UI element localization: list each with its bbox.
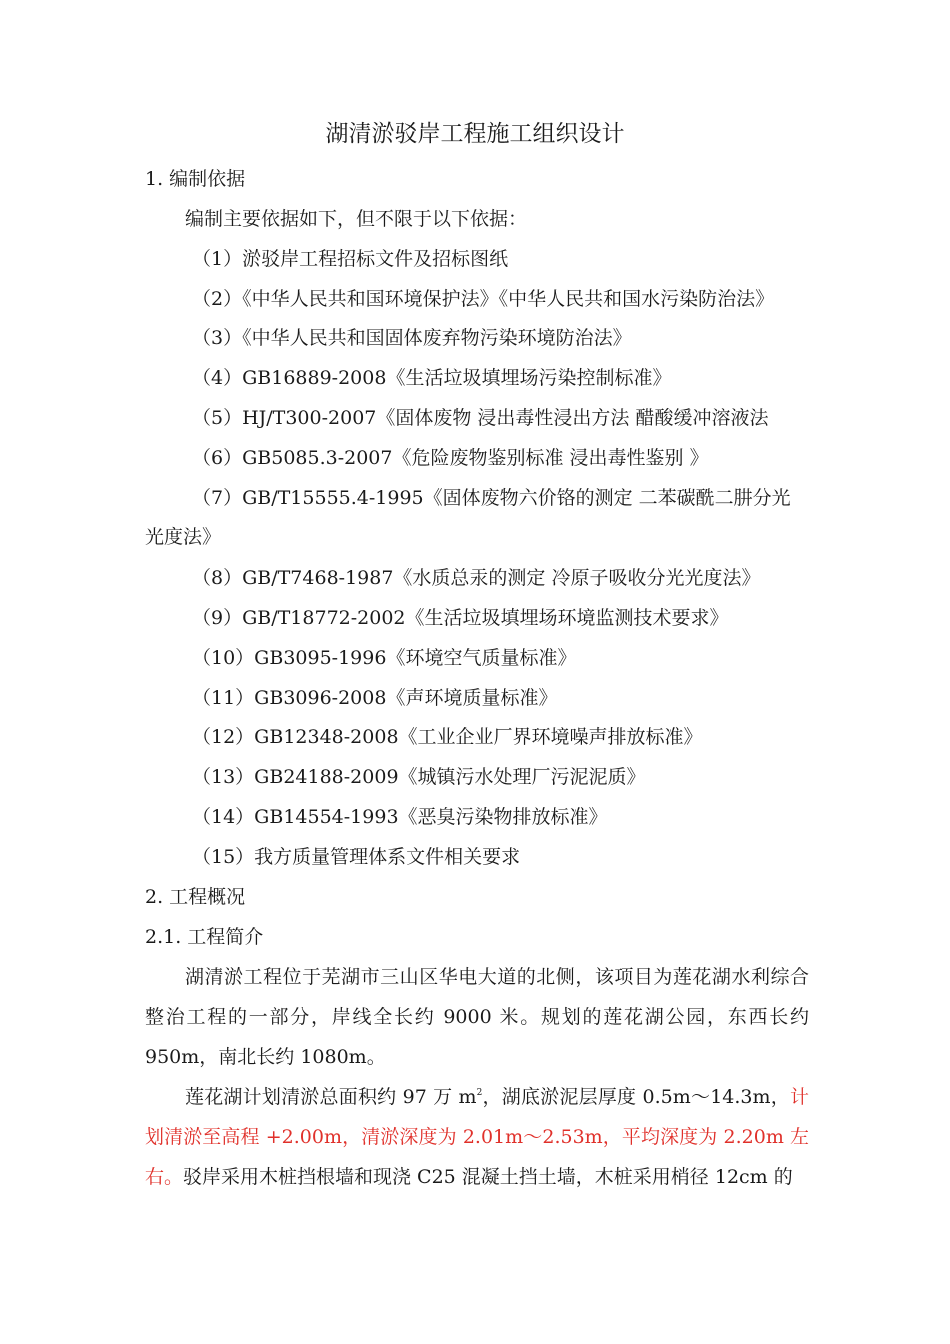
dredging-text-c: 驳岸采用木桩挡根墙和现浇 C25 混凝土挡土墙，木桩采用梢径 12cm 的: [183, 1166, 793, 1188]
dredging-text-a: 莲花湖计划清淤总面积约 97 万 m: [185, 1086, 477, 1108]
section-1-intro: 编制主要依据如下，但不限于以下依据：: [185, 208, 528, 230]
document-title: 湖清淤驳岸工程施工组织设计: [325, 121, 625, 147]
project-intro-paragraph: 湖清淤工程位于芜湖市三山区华电大道的北侧，该项目为莲花湖水利综合整治工程的一部分，岸线全长约 9000 米。规划的莲花湖公园，东西长约 950m，南北长约 1080m。: [145, 966, 809, 1068]
reference-item: （10）GB3095-1996《环境空气质量标准》: [192, 647, 577, 669]
section-1-heading: 1. 编制依据: [145, 168, 246, 190]
reference-item-continuation: 光度法》: [145, 526, 222, 548]
section-2-1-heading: 2.1. 工程简介: [145, 926, 264, 948]
reference-item: （9）GB/T18772-2002《生活垃圾填埋场环境监测技术要求》: [192, 607, 729, 629]
reference-item: （12）GB12348-2008《工业企业厂界环境噪声排放标准》: [192, 726, 703, 748]
reference-item: （11）GB3096-2008《声环境质量标准》: [192, 687, 558, 709]
dredging-paragraph: [145, 1077, 809, 1197]
reference-item: （8）GB/T7468-1987《水质总汞的测定 冷原子吸收分光光度法》: [192, 567, 761, 589]
section-2-heading: 2. 工程概况: [145, 886, 246, 908]
reference-item: （3）《中华人民共和国固体废弃物污染环境防治法》: [192, 327, 632, 349]
dredging-text-b: ，湖底淤泥层厚度 0.5m～14.3m，: [482, 1086, 790, 1108]
area-unit-superscript: 2: [476, 1088, 483, 1098]
reference-item: （13）GB24188-2009《城镇污水处理厂污泥泥质》: [192, 766, 646, 788]
reference-item: （2）《中华人民共和国环境保护法》《中华人民共和国水污染防治法》: [192, 288, 775, 310]
reference-item: （15）我方质量管理体系文件相关要求: [192, 846, 521, 868]
reference-item: （6）GB5085.3-2007《危险废物鉴别标准 浸出毒性鉴别 》: [192, 447, 709, 469]
reference-item: （5）HJ/T300-2007《固体废物 浸出毒性浸出方法 醋酸缓冲溶液法: [192, 407, 769, 429]
reference-item: （14）GB14554-1993《恶臭污染物排放标准》: [192, 806, 608, 828]
reference-item: （1）淤驳岸工程招标文件及招标图纸: [192, 248, 509, 270]
reference-item: （4）GB16889-2008《生活垃圾填埋场污染控制标准》: [192, 367, 672, 389]
dredging-highlight-text: 计划清淤至高程 +2.00m，清淤深度为 2.01m～2.53m，平均深度为 2.20m 左右。: [145, 1086, 809, 1188]
reference-item: （7）GB/T15555.4-1995《固体废物六价铬的测定 二苯碳酰二肼分光: [192, 487, 791, 509]
